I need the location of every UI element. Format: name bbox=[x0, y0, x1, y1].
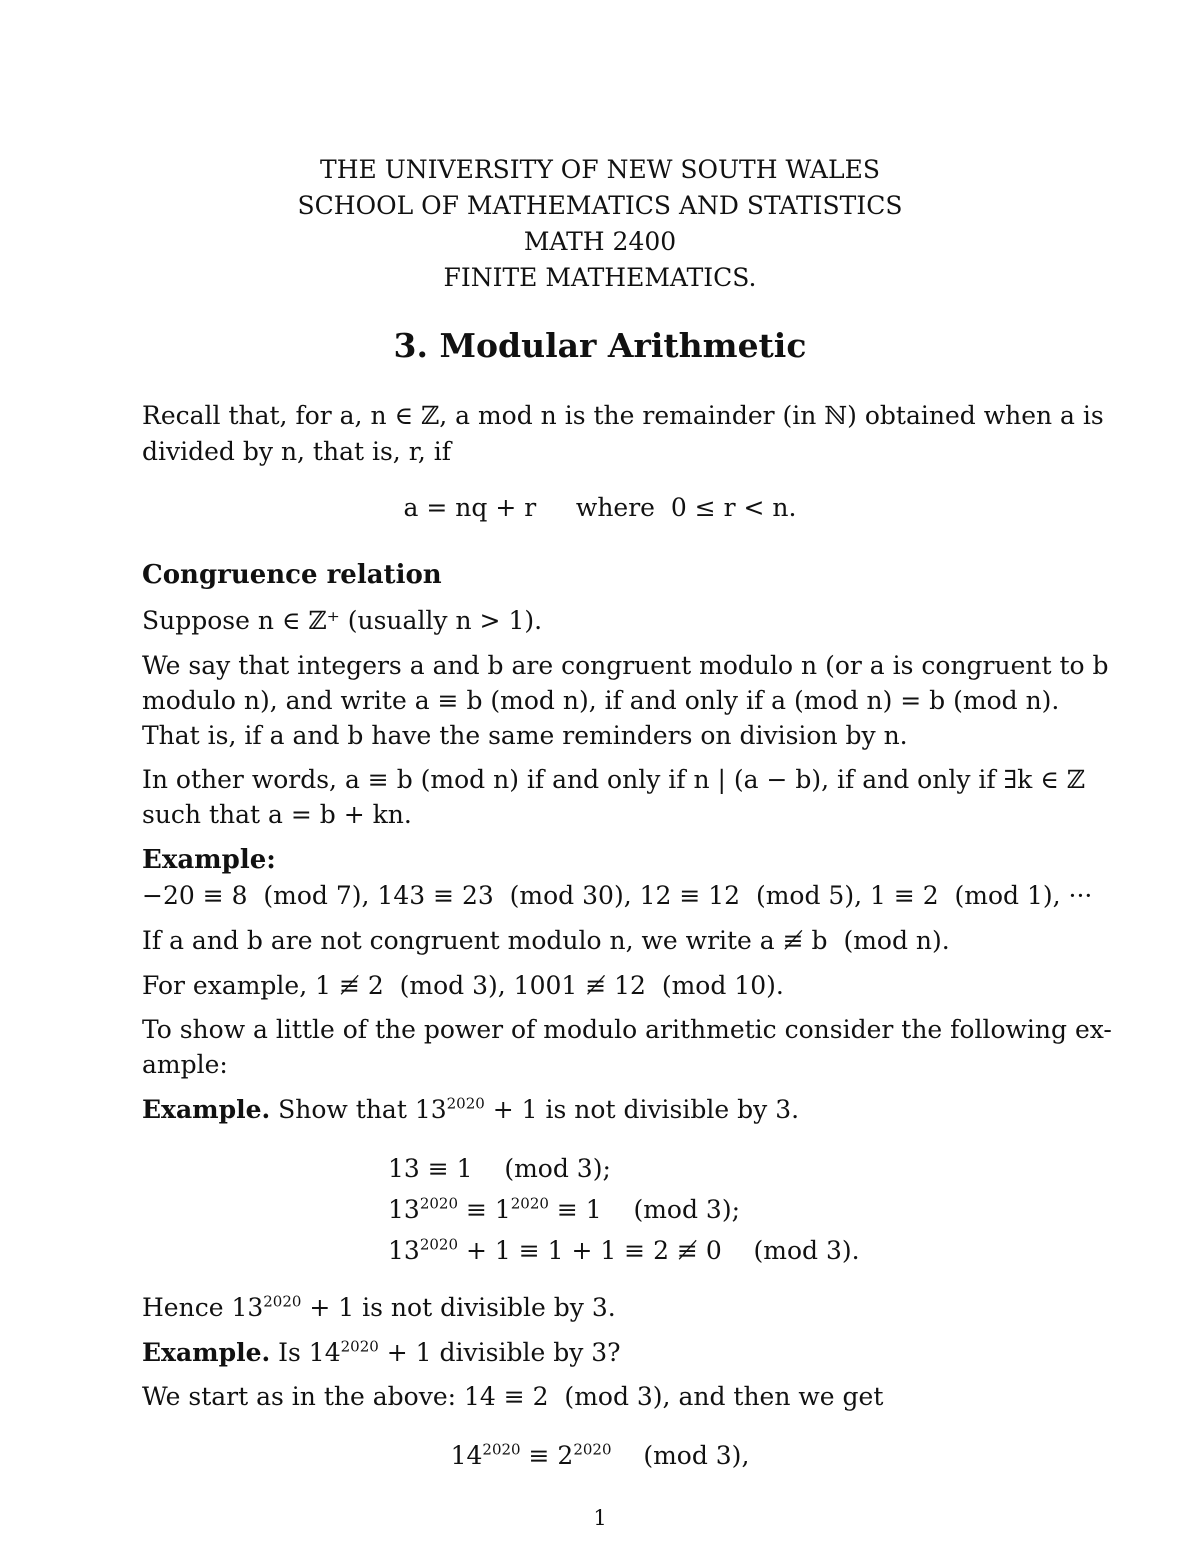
definition-line-1: We say that integers a and b are congruent modulo n (or a is congruent to b bbox=[142, 651, 1109, 680]
for-example-line: For example, 1 ≢ 2 (mod 3), 1001 ≢ 12 (mod 10). bbox=[142, 971, 784, 1000]
heading-congruence: Congruence relation bbox=[142, 560, 442, 590]
definition-line-3: That is, if a and b have the same reminders on division by n. bbox=[142, 721, 908, 750]
example1-label: Example. bbox=[142, 1095, 271, 1124]
power-line-2: ample: bbox=[142, 1050, 228, 1079]
example2-statement: Example. Is $14^{2020} + 1$ divisible by 3? bbox=[142, 1337, 621, 1367]
example2-start-line: We start as in the above: 14 ≡ 2 (mod 3), and then we get bbox=[142, 1382, 884, 1411]
power-line-1: To show a little of the power of modulo arithmetic consider the following ex- bbox=[142, 1015, 1112, 1044]
section-title: 3. Modular Arithmetic bbox=[393, 326, 807, 365]
other-words-line-2: such that a = b + kn. bbox=[142, 800, 412, 829]
page-number: 1 bbox=[593, 1506, 607, 1530]
example2-equation: $14^{2020} \equiv 2^{2020}$ (mod 3), bbox=[450, 1440, 750, 1470]
header-university: THE UNIVERSITY OF NEW SOUTH WALES bbox=[320, 155, 880, 184]
header-school: SCHOOL OF MATHEMATICS AND STATISTICS bbox=[297, 191, 903, 220]
example-label: Example: bbox=[142, 845, 276, 875]
other-words-line-1: In other words, a ≡ b (mod n) if and only if n | (a − b), if and only if ∃k ∈ ℤ bbox=[142, 765, 1085, 794]
example1-equation-b: $13^{2020} \equiv 1^{2020} \equiv 1$ (mod 3); bbox=[388, 1194, 741, 1224]
hence-line: Hence $13^{2020} + 1$ is not divisible by 3. bbox=[142, 1292, 616, 1322]
example1-statement: Example. Show that $13^{2020} + 1$ is not divisible by 3. bbox=[142, 1094, 800, 1124]
example2-label: Example. bbox=[142, 1338, 271, 1367]
example1-equation-a: 13 ≡ 1 (mod 3); bbox=[388, 1154, 611, 1183]
intro-line-2: divided by n, that is, r, if bbox=[142, 437, 452, 466]
not-congruent-line: If a and b are not congruent modulo n, we write a ≢ b (mod n). bbox=[142, 926, 950, 955]
suppose-line: Suppose n ∈ ℤ⁺ (usually n > 1). bbox=[142, 606, 543, 635]
example-congruences: −20 ≡ 8 (mod 7), 143 ≡ 23 (mod 30), 12 ≡ 12 (mod 5), 1 ≡ 2 (mod 1), ··· bbox=[142, 881, 1093, 910]
intro-line-1: Recall that, for a, n ∈ ℤ, a mod n is the remainder (in ℕ) obtained when a is bbox=[142, 401, 1104, 430]
header-course-code: MATH 2400 bbox=[523, 227, 677, 256]
equation-division: a = nq + r where 0 ≤ r < n. bbox=[403, 493, 797, 522]
definition-line-2: modulo n), and write a ≡ b (mod n), if and only if a (mod n) = b (mod n). bbox=[142, 686, 1060, 715]
example1-equation-c: $13^{2020} + 1 \equiv 1 + 1 \equiv 2$ ≢ 0 (mod 3). bbox=[388, 1235, 860, 1265]
header-course-name: FINITE MATHEMATICS. bbox=[443, 263, 757, 292]
